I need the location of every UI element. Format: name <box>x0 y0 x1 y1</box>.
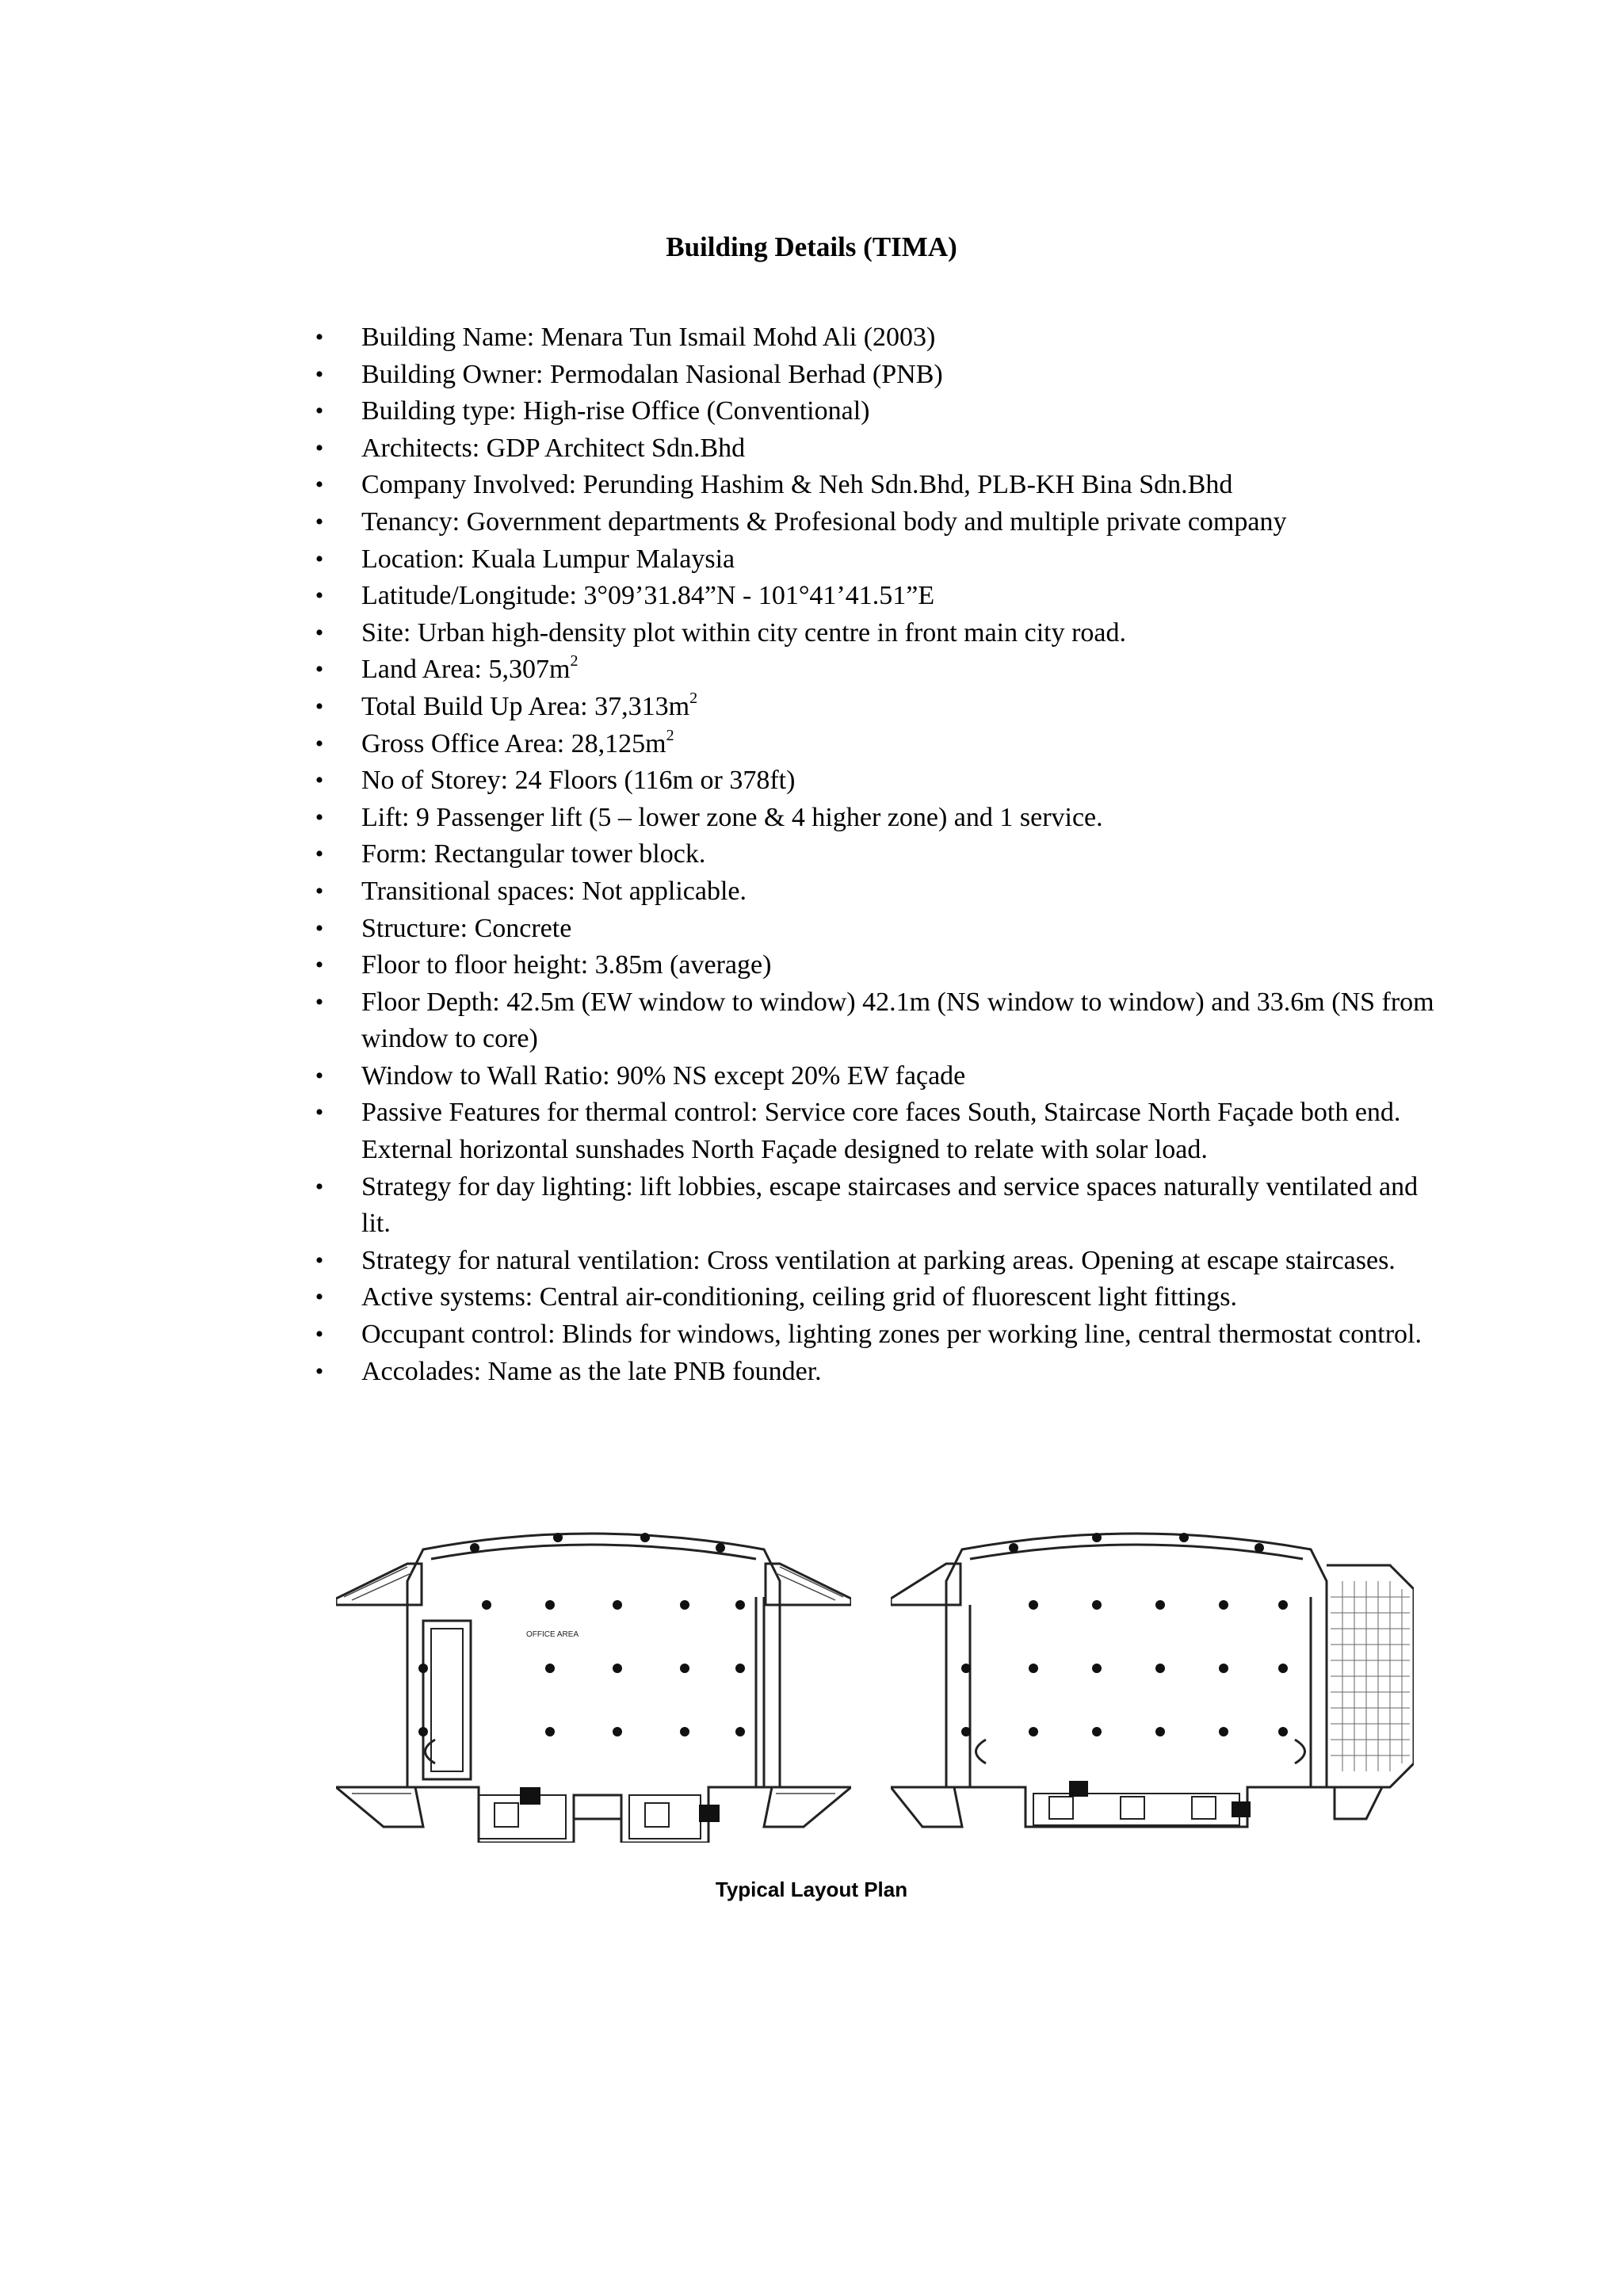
list-item <box>307 541 1449 579</box>
bullet-icon: • <box>315 841 324 868</box>
page-title: Building Details (TIMA) <box>666 231 957 262</box>
list-item-text: Lift: 9 Passenger lift (5 – lower zone & 4 higher zone) and 1 service. <box>361 802 1103 832</box>
list-item <box>307 357 1449 394</box>
list-item <box>307 1279 1449 1316</box>
bullet-icon: • <box>315 619 324 646</box>
list-item-text: Gross Office Area: 28,125m <box>361 728 666 758</box>
list-item <box>307 1058 1449 1095</box>
list-item-text: Location: Kuala Lumpur Malaysia <box>361 544 735 574</box>
list-item-text: Passive Features for thermal control: Service core faces South, Staircase North Façade both end. External horizontal sunshades North Façade designed to relate with solar load. <box>361 1098 1401 1165</box>
bullet-icon: • <box>315 508 324 535</box>
bullet-icon: • <box>315 656 324 683</box>
core-block <box>1232 1801 1251 1817</box>
list-item-text: Land Area: 5,307m <box>361 655 571 685</box>
list-item-text: Building Owner: Permodalan Nasional Berhad (PNB) <box>361 359 943 389</box>
list-item-text: Total Build Up Area: 37,313m <box>361 691 690 721</box>
list-item-text: Company Involved: Perunding Hashim & Neh Sdn.Bhd, PLB-KH Bina Sdn.Bhd <box>361 470 1233 500</box>
list-item-text: Window to Wall Ratio: 90% NS except 20% EW façade <box>361 1060 966 1091</box>
list-item-text: Building Name: Menara Tun Ismail Mohd Ali (2003) <box>361 323 936 352</box>
list-item <box>307 984 1449 1058</box>
bullet-icon: • <box>315 1173 324 1200</box>
list-item <box>307 1243 1449 1280</box>
bullet-icon: • <box>315 915 324 942</box>
bullet-icon: • <box>315 1358 324 1385</box>
bullet-icon: • <box>315 1062 324 1089</box>
list-item-text: Latitude/Longitude: 3°09’31.84”N - 101°41’41.51”E <box>361 581 935 611</box>
superscript: 2 <box>666 726 674 744</box>
list-item-text: Strategy for day lighting: lift lobbies, escape staircases and service spaces naturally ventilated and lit. <box>361 1171 1419 1239</box>
core-block <box>699 1805 720 1822</box>
list-item-text: Floor Depth: 42.5m (EW window to window) 42.1m (NS window to window) and 33.6m (NS from window to core) <box>361 987 1434 1054</box>
list-item <box>307 467 1449 504</box>
bullet-icon: • <box>315 472 324 499</box>
bullet-icon: • <box>315 877 324 904</box>
building-details-list <box>307 319 1449 1390</box>
list-item-text: Architects: GDP Architect Sdn.Bhd <box>361 433 746 463</box>
bullet-icon: • <box>315 1247 324 1274</box>
list-item-text: Accolades: Name as the late PNB founder. <box>361 1356 822 1386</box>
list-item-text: No of Storey: 24 Floors (116m or 378ft) <box>361 766 796 796</box>
bullet-icon: • <box>315 1284 324 1311</box>
floor-plan-right <box>891 1502 1414 1843</box>
list-item-text: Tenancy: Government departments & Profesional body and multiple private company <box>361 506 1287 537</box>
bullet-icon: • <box>315 398 324 425</box>
list-item <box>307 393 1449 430</box>
core-block <box>1069 1781 1088 1797</box>
bullet-icon: • <box>315 1099 324 1126</box>
bullet-icon: • <box>315 361 324 388</box>
bullet-icon: • <box>315 324 324 350</box>
list-item <box>307 1169 1449 1243</box>
list-item-text: Occupant control: Blinds for windows, lighting zones per working line, central thermostat control. <box>361 1320 1422 1350</box>
list-item <box>307 947 1449 984</box>
list-item-text: Site: Urban high-density plot within city centre in front main city road. <box>361 617 1127 648</box>
layout-plans <box>336 1502 1414 1843</box>
list-item <box>307 1316 1449 1354</box>
superscript: 2 <box>689 689 698 707</box>
list-item <box>307 430 1449 468</box>
list-item-text: Structure: Concrete <box>361 913 572 943</box>
bullet-icon: • <box>315 434 324 461</box>
bullet-icon: • <box>315 767 324 794</box>
list-item <box>307 911 1449 948</box>
bullet-icon: • <box>315 545 324 572</box>
list-item <box>307 726 1449 763</box>
list-item <box>307 762 1449 800</box>
list-item <box>307 689 1449 726</box>
list-item <box>307 800 1449 837</box>
list-item-text: Floor to floor height: 3.85m (average) <box>361 950 772 980</box>
list-item-text: Building type: High-rise Office (Conventional) <box>361 396 870 426</box>
bullet-icon: • <box>315 1321 324 1348</box>
list-item-text: Strategy for natural ventilation: Cross ventilation at parking areas. Opening at escape staircases. <box>361 1245 1396 1275</box>
core-block <box>520 1787 540 1805</box>
list-item <box>307 615 1449 652</box>
list-item <box>307 319 1449 357</box>
list-item <box>307 504 1449 541</box>
bullet-icon: • <box>315 988 324 1015</box>
list-item-text: Transitional spaces: Not applicable. <box>361 876 747 906</box>
bullet-icon: • <box>315 952 324 979</box>
bullet-icon: • <box>315 583 324 609</box>
floor-plan-left-drawing <box>336 1502 851 1843</box>
floor-plan-left <box>336 1502 851 1843</box>
list-item <box>307 1354 1449 1391</box>
figure-caption: Typical Layout Plan <box>715 1878 908 1901</box>
bullet-icon: • <box>315 730 324 757</box>
list-item <box>307 1095 1449 1168</box>
floor-plan-right-drawing <box>891 1502 1414 1843</box>
list-item <box>307 836 1449 873</box>
office-area-label: OFFICE AREA <box>526 1630 579 1639</box>
list-item-text: Form: Rectangular tower block. <box>361 839 706 869</box>
list-item <box>307 651 1449 689</box>
list-item-text: Active systems: Central air-conditioning, ceiling grid of fluorescent light fittings. <box>361 1282 1238 1312</box>
bullet-icon: • <box>315 693 324 720</box>
bullet-icon: • <box>315 804 324 831</box>
superscript: 2 <box>570 652 579 670</box>
list-item <box>307 873 1449 911</box>
list-item <box>307 578 1449 615</box>
